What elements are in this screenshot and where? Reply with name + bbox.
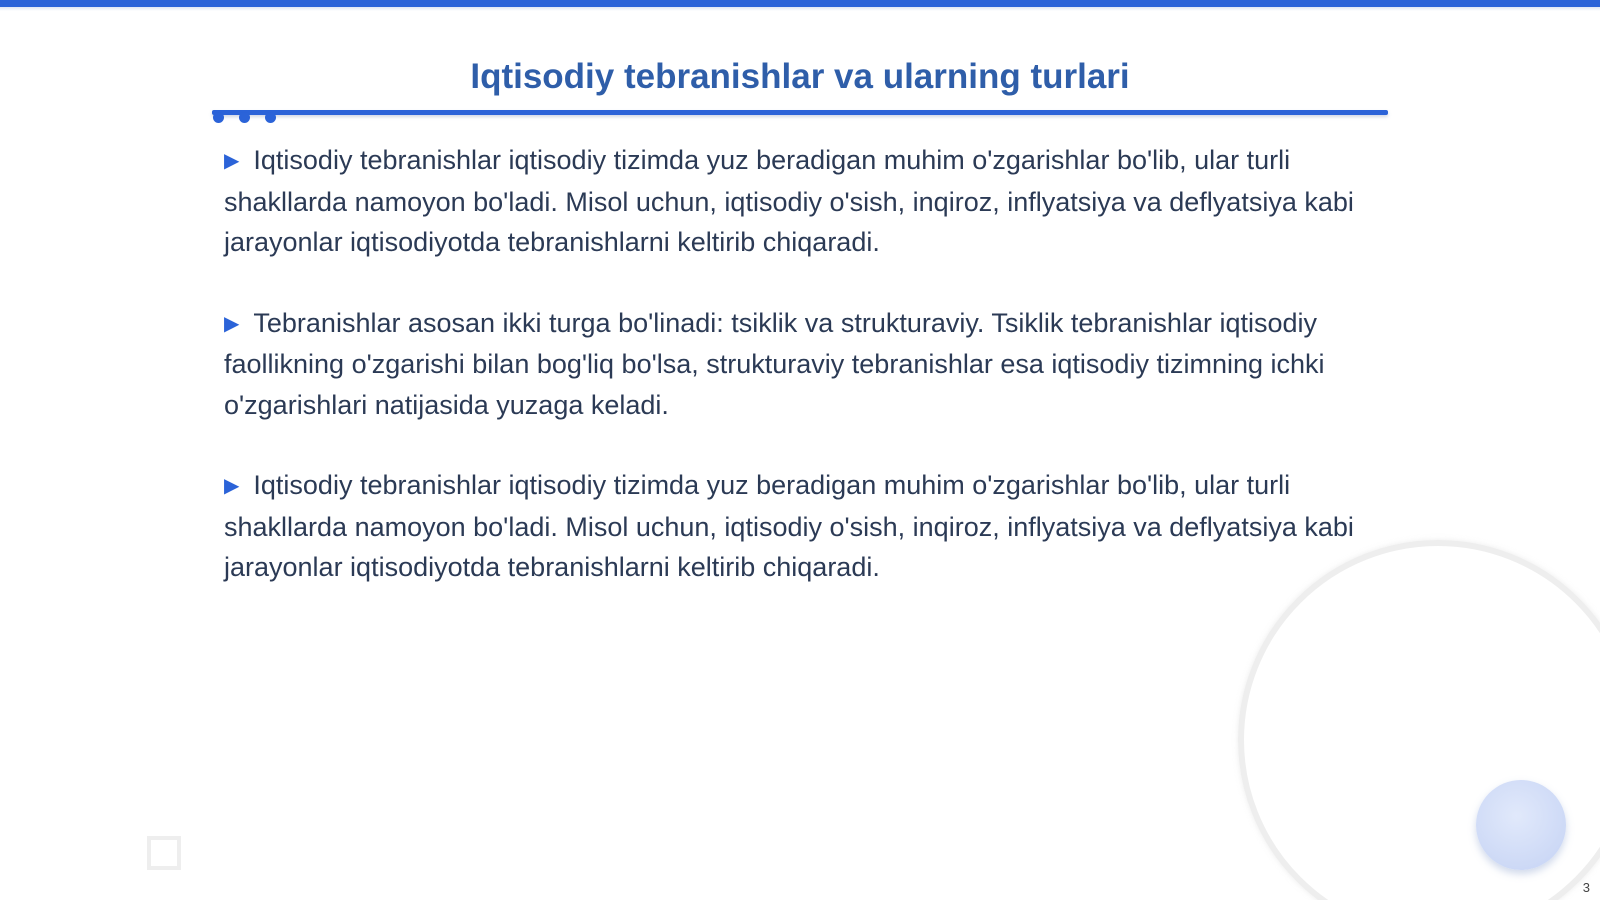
slide-title: Iqtisodiy tebranishlar va ularning turlari (470, 57, 1130, 96)
page-number: 3 (1582, 880, 1590, 895)
decorative-blue-circle (1476, 780, 1566, 870)
top-accent-bar (0, 0, 1600, 7)
decorative-dot (239, 112, 250, 123)
title-underline (212, 110, 1388, 115)
top-accent-bar-shadow (0, 7, 1600, 11)
bullet-text: Tebranishlar asosan ikki turga bo'linadi: tsiklik va strukturaviy. Tsiklik tebranishlar iqtisodiy faollikning o'zgarishi bilan bog'liq bo'lsa, strukturaviy tebranishlar esa iqtisodiy tizimning ichki o'zgarishlari natijasida yuzaga keladi. (224, 307, 1325, 420)
bullet-text: Iqtisodiy tebranishlar iqtisodiy tizimda yuz beradigan muhim o'zgarishlar bo'lib, ular turli shakllarda namoyon bo'ladi. Misol uchun, iqtisodiy o'sish, inqiroz, inflyatsiya va deflyatsiya kabi jarayonlar iqtisodiyotda tebranishlarni keltirib chiqaradi. (224, 145, 1354, 257)
bullet-item (224, 465, 1354, 588)
bullet-item (224, 140, 1354, 263)
bullet-list (224, 140, 1354, 628)
decorative-dot (213, 112, 224, 123)
decorative-square (147, 836, 181, 870)
decorative-dot (265, 112, 276, 123)
triangle-right-icon: ▶ (224, 150, 240, 172)
triangle-right-icon: ▶ (224, 312, 240, 335)
bullet-text: Iqtisodiy tebranishlar iqtisodiy tizimda yuz beradigan muhim o'zgarishlar bo'lib, ular turli shakllarda namoyon bo'ladi. Misol uchun, iqtisodiy o'sish, inqiroz, inflyatsiya va deflyatsiya kabi jarayonlar iqtisodiyotda tebranishlarni keltirib chiqaradi. (224, 470, 1354, 582)
bullet-item (224, 303, 1354, 426)
triangle-right-icon: ▶ (224, 475, 240, 497)
